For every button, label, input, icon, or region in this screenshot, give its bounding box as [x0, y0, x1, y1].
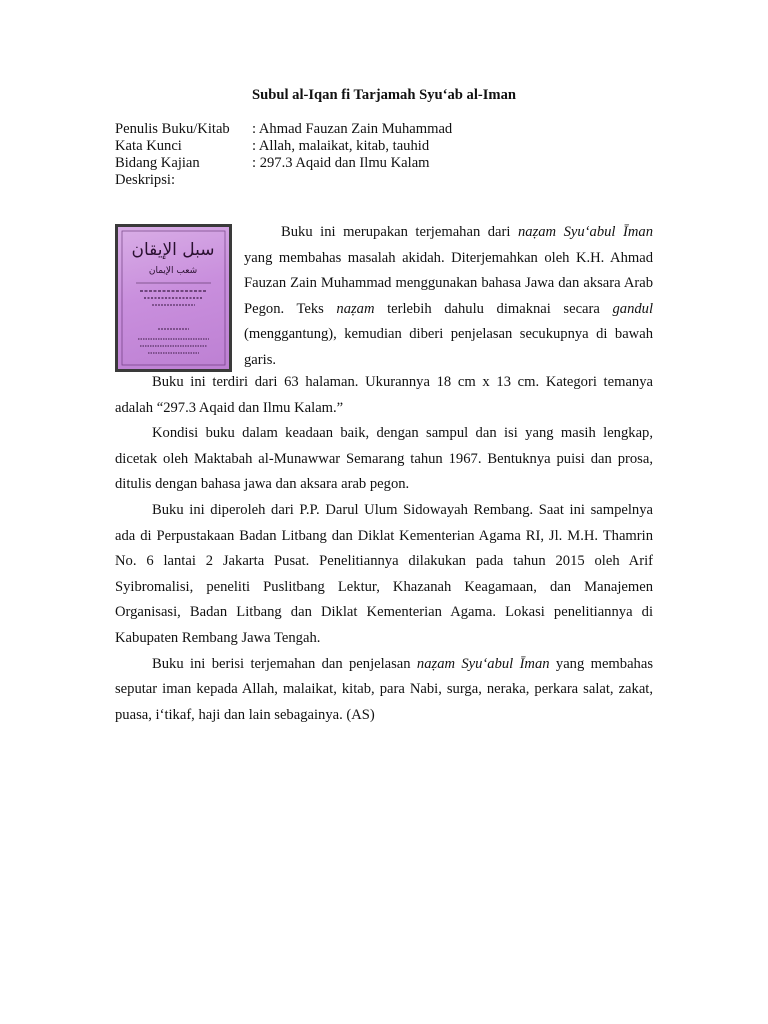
meta-value: : Ahmad Fauzan Zain Muhammad — [252, 121, 453, 137]
paragraph-italic: naẓam Syu‘abul Īman — [416, 655, 550, 672]
paragraph-text: Buku ini berisi terjemahan dan penjelasan — [152, 655, 417, 672]
paragraph-italic: naẓam — [336, 300, 375, 317]
document-title: Subul al-Iqan fi Tarjamah Syu‘ab al-Iman — [252, 87, 516, 103]
meta-value: : 297.3 Aqaid dan Ilmu Kalam — [252, 155, 430, 171]
cover-arabic-subtitle: شعب الإيمان — [148, 266, 198, 276]
meta-value: : Allah, malaikat, kitab, tauhid — [252, 138, 430, 154]
meta-key: Kata Kunci — [115, 138, 182, 154]
paragraph-text: terlebih dahulu dimaknai secara — [374, 300, 613, 317]
meta-key: Bidang Kajian — [115, 155, 200, 171]
book-cover-image — [115, 224, 232, 372]
cover-arabic-title: سبل الإيقان — [131, 240, 215, 260]
book-cover-art — [118, 227, 229, 369]
meta-key: Penulis Buku/Kitab — [115, 121, 230, 137]
paragraph-text: yang membahas masalah akidah. Diterjemahkan oleh K.H. Ahmad Fauzan Zain Muhammad menggunakan bahasa Jawa dan aksara Arab Pegon. Teks — [244, 249, 653, 317]
paragraph-4: Buku ini diperoleh dari P.P. Darul Ulum Sidowayah Rembang. Saat ini sampelnya ada di Perpustakaan Badan Litbang dan Diklat Kementerian Agama RI, Jl. M.H. Thamrin No. 6 lantai 2 Jakarta Pusat. Penelitiannya dilakukan pada tahun 2015 oleh Arif Syibromalisi, peneliti Puslitbang Lektur, Khazanah Keagamaan, dan Manajemen Organisasi, Badan Litbang dan Diklat Kementerian Agama. Lokasi penelitiannya di Kabupaten Rembang Jawa Tengah. — [115, 501, 653, 646]
paragraph-italic: naẓam Syu‘abul Īman — [517, 224, 654, 240]
paragraph-1 — [244, 220, 653, 374]
paragraph-3: Kondisi buku dalam keadaan baik, dengan sampul dan isi yang masih lengkap, dicetak oleh Maktabah al-Munawwar Semarang tahun 1967. Bentuknya puisi dan prosa, ditulis dengan bahasa jawa dan aksara arab pegon. — [115, 425, 653, 493]
meta-key: Deskripsi: — [115, 172, 175, 188]
book-cover-inner — [118, 227, 229, 369]
paragraph-2: Buku ini terdiri dari 63 halaman. Ukurannya 18 cm x 13 cm. Kategori temanya adalah “297.3 Aqaid dan Ilmu Kalam.” — [115, 374, 653, 416]
paragraph-italic: gandul — [612, 300, 654, 317]
paragraph-text: Buku ini merupakan terjemahan dari — [281, 224, 518, 240]
paragraph-5 — [115, 652, 653, 729]
paragraph-text: (menggantung), kemudian diberi penjelasan secukupnya di bawah garis. — [244, 326, 653, 368]
body-text — [115, 370, 653, 728]
paragraph-text: yang membahas seputar iman kepada Allah, malaikat, kitab, para Nabi, surga, neraka, perkara salat, zakat, puasa, i‘tikaf, haji dan lain sebagainya. (AS) — [115, 655, 653, 723]
